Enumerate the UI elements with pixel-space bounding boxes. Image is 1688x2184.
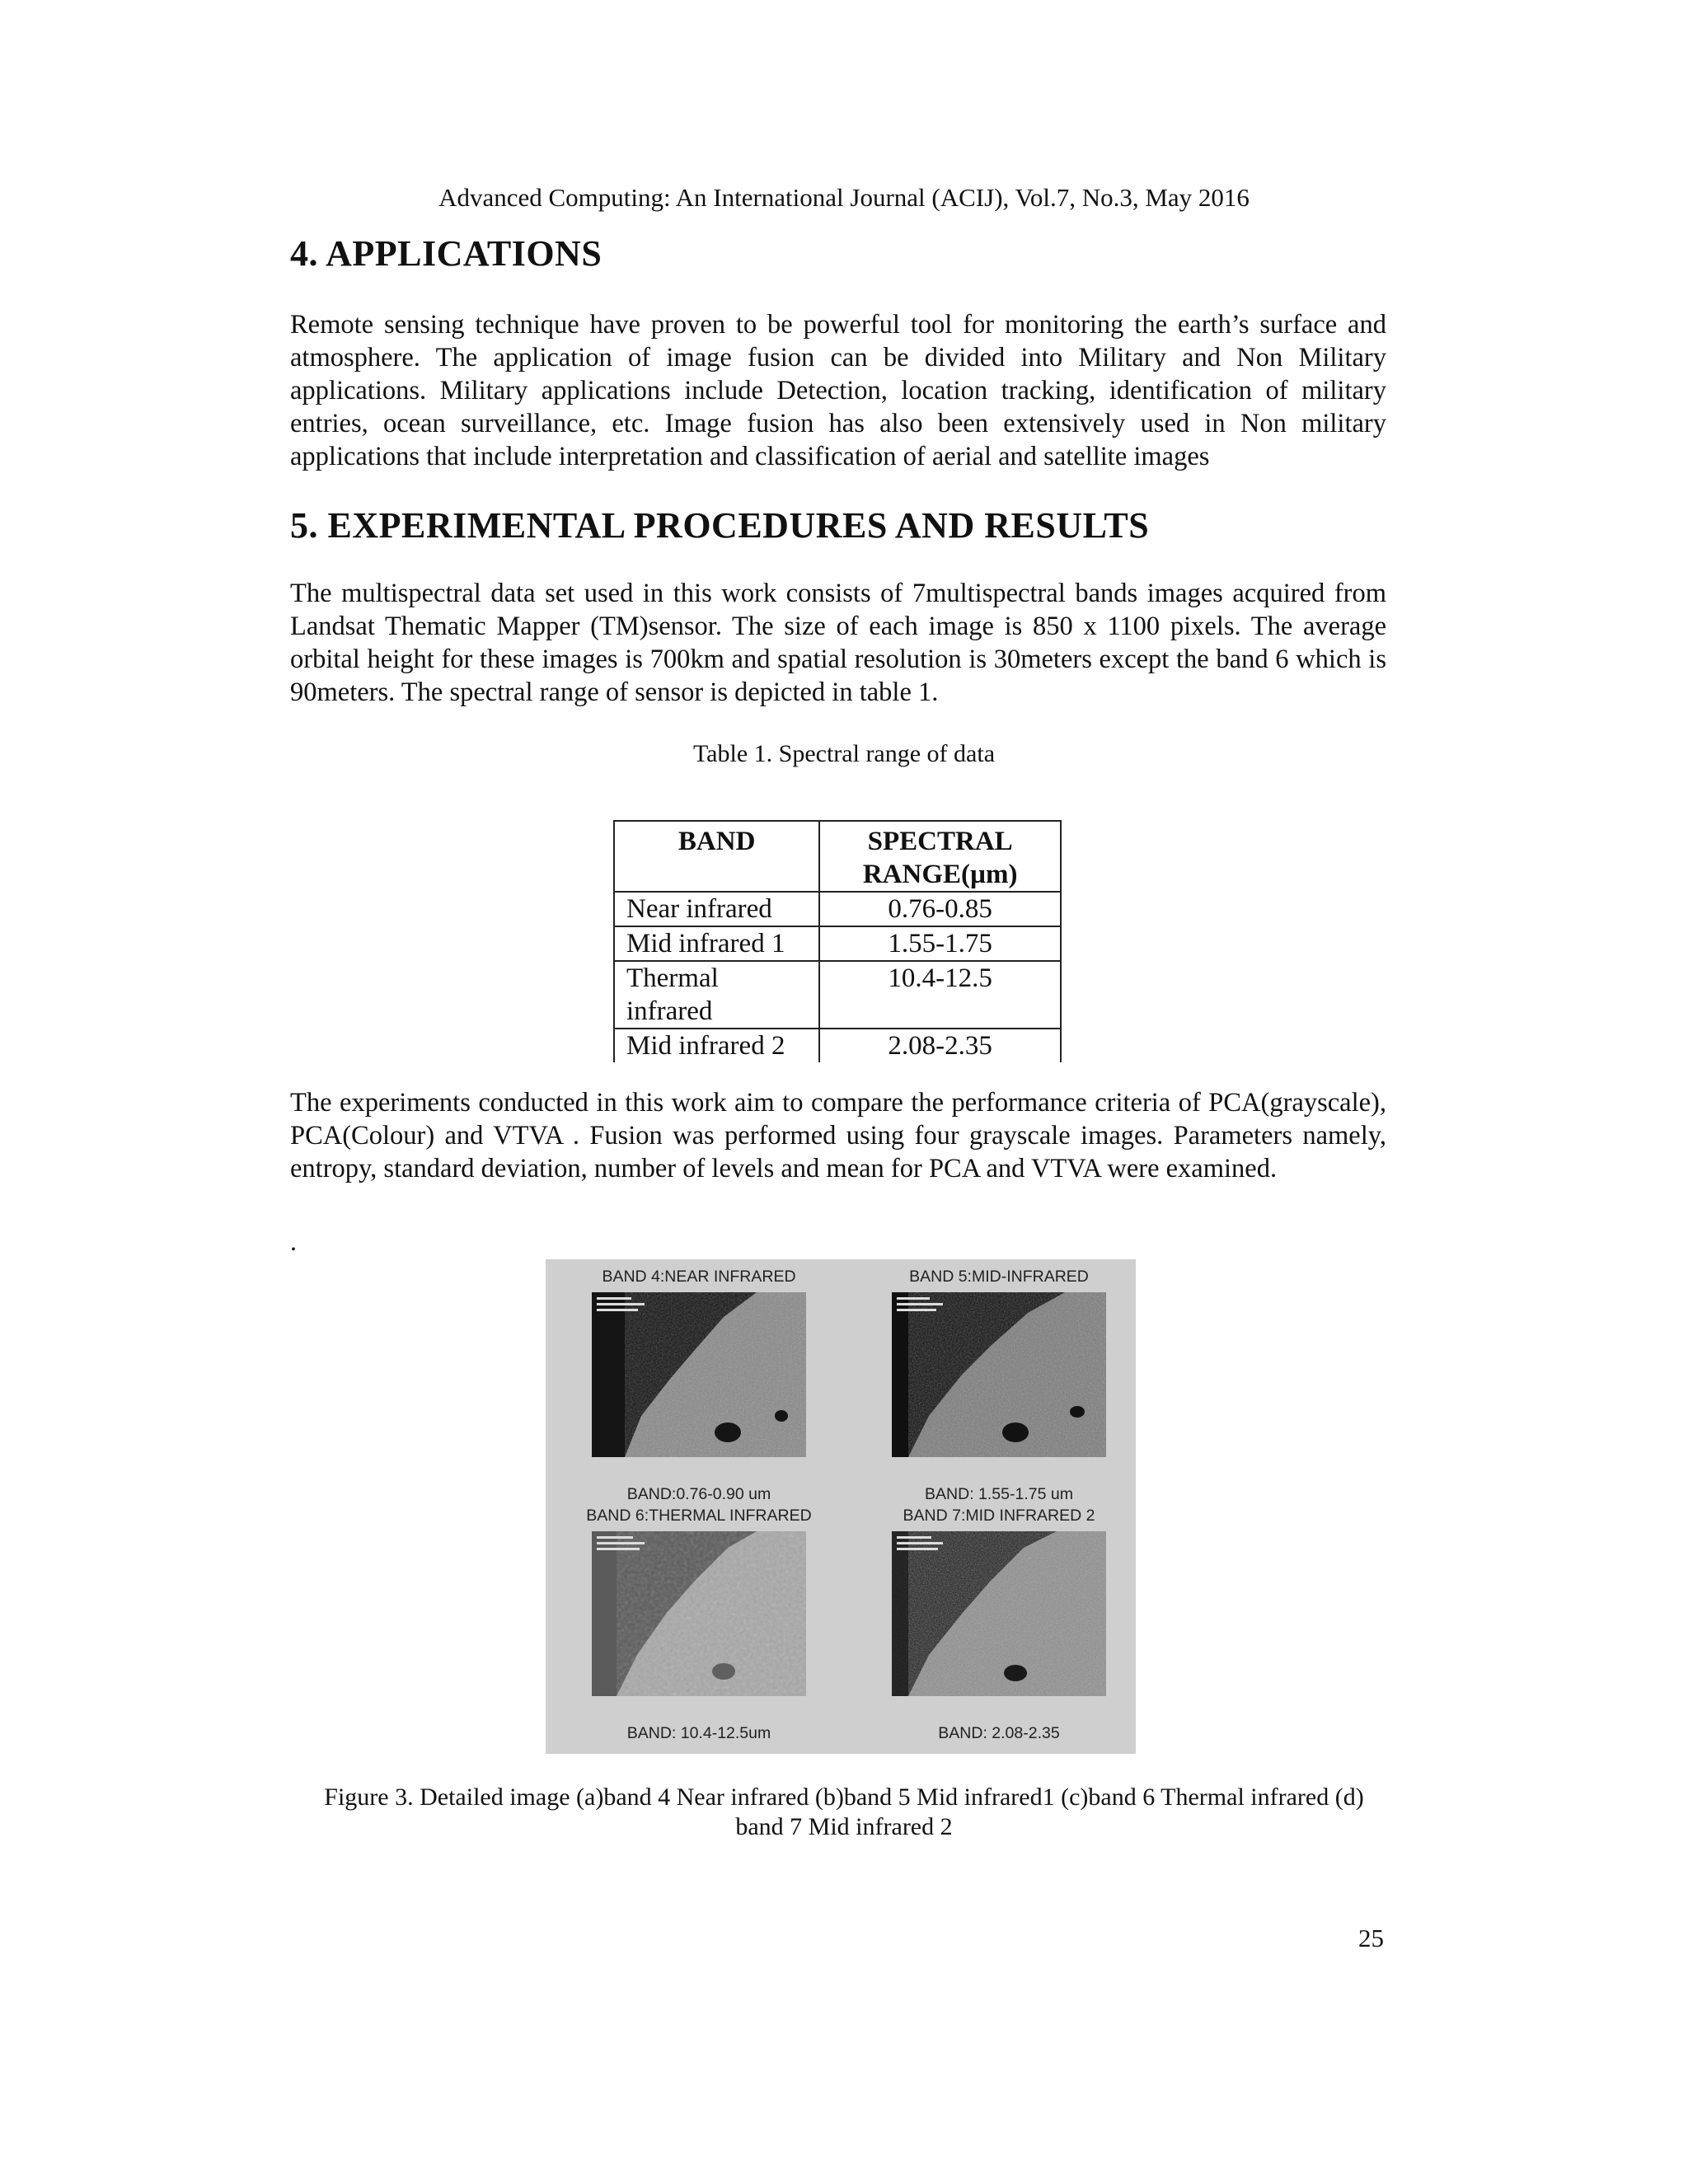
panel-title: BAND 4:NEAR INFRARED xyxy=(602,1268,796,1286)
image-inset-label-icon xyxy=(597,1297,648,1319)
panel-title: BAND 5:MID-INFRARED xyxy=(909,1268,1089,1286)
image-inset-label-icon xyxy=(897,1536,948,1558)
band-cell: Mid infrared 2 xyxy=(614,1029,819,1062)
panel-title: BAND 6:THERMAL INFRARED xyxy=(586,1507,812,1525)
image-inset-label-icon xyxy=(897,1297,948,1319)
satellite-image-band-6 xyxy=(592,1531,806,1696)
satellite-image-band-5 xyxy=(892,1292,1106,1457)
table-caption: Table 1. Spectral range of data xyxy=(692,740,996,767)
range-cell: 2.08-2.35 xyxy=(819,1029,1061,1062)
band-cell: Thermal infrared xyxy=(614,961,819,1029)
spectral-range-table xyxy=(613,820,1062,1062)
range-cell: 0.76-0.85 xyxy=(819,892,1061,926)
figure-panel-band-5 xyxy=(875,1268,1123,1505)
figure-caption-line-1: Figure 3. Detailed image (a)band 4 Near infrared (b)band 5 Mid infrared1 (c)band 6 Thermal infrared (d) xyxy=(324,1783,1364,1811)
section-5-paragraph-2: The experiments conducted in this work aim to compare the performance criteria of PCA(grayscale), PCA(Colour) and VTVA . Fusion was performed using four grayscale images. Parameters namely, entropy, standard deviation, number of levels and mean for PCA and VTVA were examined. xyxy=(290,1088,1386,1183)
section-5-paragraph-1: The multispectral data set used in this work consists of 7multispectral bands images acquired from Landsat Thematic Mapper (TM)sensor. The size of each image is 850 x 1100 pixels. The average orbital height for these images is 700km and spatial resolution is 30meters except the band 6 which is 90meters. The spectral range of sensor is depicted in table 1. xyxy=(290,579,1386,707)
figure-panel-band-6 xyxy=(575,1507,823,1744)
table-header-row xyxy=(614,821,1061,892)
figure-caption-line-2: band 7 Mid infrared 2 xyxy=(735,1813,953,1840)
table-row xyxy=(614,892,1061,926)
figure-3 xyxy=(546,1259,1136,1754)
section-4-paragraph: Remote sensing technique have proven to be powerful tool for monitoring the earth’s surface and atmosphere. The application of image fusion can be divided into Military and Non Military applications. Military applications include Detection, location tracking, identification of military entries, ocean surveillance, etc. Image fusion has also been extensively used in Non military applications that include interpretation and classification of aerial and satellite images xyxy=(290,310,1386,471)
panel-caption: BAND: 1.55-1.75 um xyxy=(925,1485,1073,1503)
satellite-image-band-4 xyxy=(592,1292,806,1457)
table-row xyxy=(614,926,1061,961)
panel-caption: BAND:0.76-0.90 um xyxy=(626,1485,771,1503)
satellite-image-band-7 xyxy=(892,1531,1106,1696)
range-cell: 1.55-1.75 xyxy=(819,926,1061,961)
table-row xyxy=(614,961,1061,1029)
panel-title: BAND 7:MID INFRARED 2 xyxy=(903,1507,1095,1525)
column-header-spectral-range: SPECTRAL RANGE(µm) xyxy=(819,821,1061,892)
section-4-heading: 4. APPLICATIONS xyxy=(290,233,603,274)
section-5-heading: 5. EXPERIMENTAL PROCEDURES AND RESULTS xyxy=(290,505,1150,546)
range-cell: 10.4-12.5 xyxy=(819,961,1061,1029)
image-inset-label-icon xyxy=(597,1536,648,1558)
figure-panel-band-7 xyxy=(875,1507,1123,1744)
panel-caption: BAND: 2.08-2.35 xyxy=(938,1724,1060,1742)
band-cell: Near infrared xyxy=(614,892,819,926)
panel-caption: BAND: 10.4-12.5um xyxy=(626,1724,771,1742)
table-row xyxy=(614,1029,1061,1062)
running-header: Advanced Computing: An International Journal (ACIJ), Vol.7, No.3, May 2016 xyxy=(438,183,1250,212)
column-header-band: BAND xyxy=(614,821,819,892)
stray-mark: . xyxy=(290,1226,297,1256)
figure-panel-band-4 xyxy=(575,1268,823,1505)
band-cell: Mid infrared 1 xyxy=(614,926,819,961)
page-number: 25 xyxy=(1358,1924,1384,1952)
